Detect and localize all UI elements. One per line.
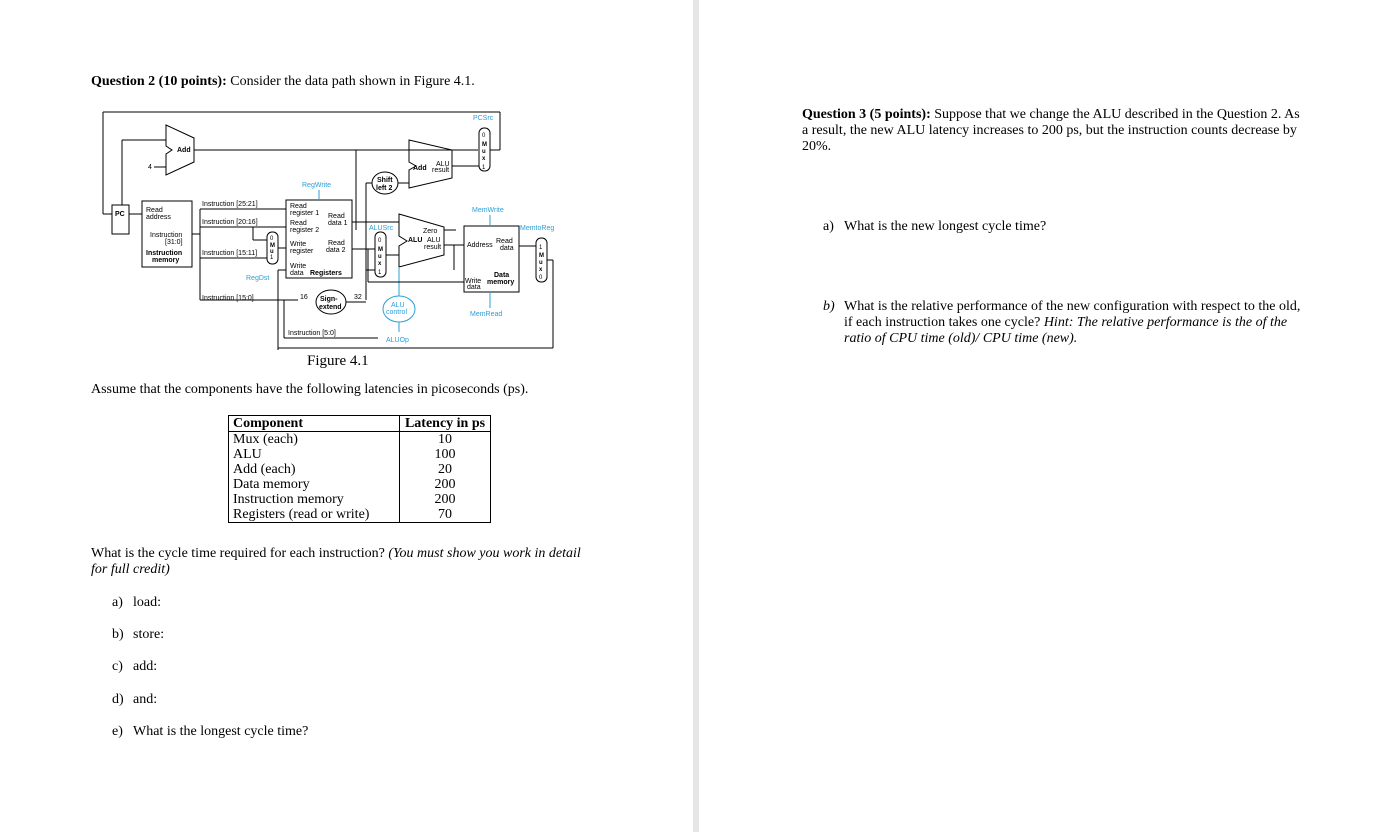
svg-text:Sign-: Sign- [320,296,338,303]
svg-text:Read: Read [328,240,345,247]
table-header: Component [229,416,400,432]
table-header: Latency in ps [400,416,491,432]
alu-main-label: ALU [408,237,423,244]
instr-31-0-label-2: [31:0] [165,239,183,246]
svg-text:x: x [539,267,543,273]
svg-text:ALU: ALU [391,302,405,309]
svg-text:Read: Read [328,213,345,220]
svg-text:u: u [270,249,274,255]
svg-text:u: u [482,149,486,155]
svg-text:data: data [467,284,481,291]
instr-mem-label-2: memory [152,257,180,264]
svg-text:Write: Write [290,241,307,248]
svg-text:data 2: data 2 [326,247,346,254]
svg-text:Instruction [5:0]: Instruction [5:0] [288,330,336,337]
svg-text:register 2: register 2 [290,227,320,234]
svg-text:0: 0 [378,238,382,244]
datapath-figure [98,110,556,350]
table-cell: Add (each) [229,462,400,477]
question-2-title: Question 2 (10 points): Consider the data path shown in Figure 4.1. [91,74,475,89]
svg-text:1: 1 [482,165,486,171]
cycle-time-question: What is the cycle time required for each instruction? (You must show you work in detail for full credit) [91,546,581,577]
read-address-label-2: address [146,214,171,221]
table-cell: Mux (each) [229,432,400,448]
svg-text:data 1: data 1 [328,220,348,227]
svg-text:32: 32 [354,294,362,301]
svg-text:ALU: ALU [427,237,441,244]
latency-table [228,415,491,523]
svg-text:data: data [290,270,304,277]
alu-result-top-2: result [432,167,450,174]
svg-text:1: 1 [378,270,382,276]
svg-text:M: M [378,247,383,253]
table-cell: Data memory [229,477,400,492]
svg-text:Address: Address [467,242,493,249]
table-row [229,507,491,523]
regdst-label: RegDst [246,275,270,282]
svg-text:Zero: Zero [423,228,438,235]
page-left [0,0,693,832]
svg-text:u: u [539,260,543,266]
svg-text:Instruction [20:16]: Instruction [20:16] [202,219,258,226]
memtoreg-label: MemtoReg [520,225,555,232]
svg-text:Read: Read [496,238,513,245]
table-row [229,447,491,462]
instr-mem-label-1: Instruction [146,250,183,257]
instr-31-0-label-1: Instruction [150,232,183,239]
table-row [229,462,491,477]
svg-text:M: M [270,243,275,249]
assume-text: Assume that the components have the following latencies in picoseconds (ps). [91,382,529,397]
alu-result-top-1: ALU [436,161,450,168]
svg-text:extend: extend [319,304,342,311]
svg-text:0: 0 [270,236,274,242]
table-cell: 70 [400,507,491,523]
svg-text:Instruction [15:11]: Instruction [15:11] [202,250,258,257]
registers-label: Registers [310,270,342,277]
figure-caption: Figure 4.1 [307,353,369,369]
pc-label: PC [115,211,125,218]
add-top-label: Add [177,147,191,154]
svg-text:0: 0 [539,275,543,281]
table-cell: Registers (read or write) [229,507,400,523]
subquestion-b: b) store: [112,627,165,642]
table-row [229,432,491,448]
memwrite-label: MemWrite [472,207,504,214]
add-alu-label: Add [413,165,427,172]
table-cell: ALU [229,447,400,462]
question-3-title: Question 3 (5 points): Suppose that we change the ALU described in the Question 2. As a result, the new ALU latency increases to 200 ps, but the instruction counts decrease by 20%. [802,107,1300,154]
four-label: 4 [148,164,152,171]
table-cell: Instruction memory [229,492,400,507]
svg-text:1: 1 [270,255,274,261]
shift-label-2: left 2 [376,185,393,192]
subquestion-d: d) and: [112,692,158,707]
alusrc-label: ALUSrc [369,225,394,232]
table-cell: 200 [400,492,491,507]
aluop-label: ALUOp [386,337,409,344]
table-cell: 20 [400,462,491,477]
table-cell: 100 [400,447,491,462]
svg-text:Read: Read [290,220,307,227]
subquestion-e: e) What is the longest cycle time? [112,724,309,739]
table-header-row [229,416,491,432]
svg-text:register 1: register 1 [290,210,320,217]
svg-text:Instruction [15:0]: Instruction [15:0] [202,295,254,302]
svg-text:u: u [378,254,382,260]
memread-label: MemRead [470,311,503,318]
svg-text:x: x [482,156,486,162]
svg-text:memory: memory [487,279,515,286]
shift-label-1: Shift [377,177,393,184]
pcsrc-label: PCSrc [473,115,494,122]
regwrite-label: RegWrite [302,182,332,189]
table-cell: 10 [400,432,491,448]
svg-text:M: M [482,142,487,148]
svg-text:Read: Read [290,203,307,210]
svg-text:result: result [424,244,442,251]
svg-text:x: x [378,261,382,267]
svg-text:register: register [290,248,314,255]
svg-text:data: data [500,245,514,252]
table-cell: 200 [400,477,491,492]
svg-text:16: 16 [300,294,308,301]
table-row [229,477,491,492]
svg-text:control: control [386,309,408,316]
svg-text:Instruction [25:21]: Instruction [25:21] [202,201,258,208]
svg-text:Write: Write [465,278,482,285]
svg-text:1: 1 [539,245,543,251]
svg-text:0: 0 [482,133,486,139]
subquestion-c: c) add: [112,659,158,674]
table-row [229,492,491,507]
svg-text:M: M [539,253,544,259]
subquestion-a: a) load: [112,595,161,610]
pc-block [112,205,129,234]
svg-text:Data: Data [494,272,510,279]
svg-text:Write: Write [290,263,307,270]
read-address-label-1: Read [146,207,163,214]
